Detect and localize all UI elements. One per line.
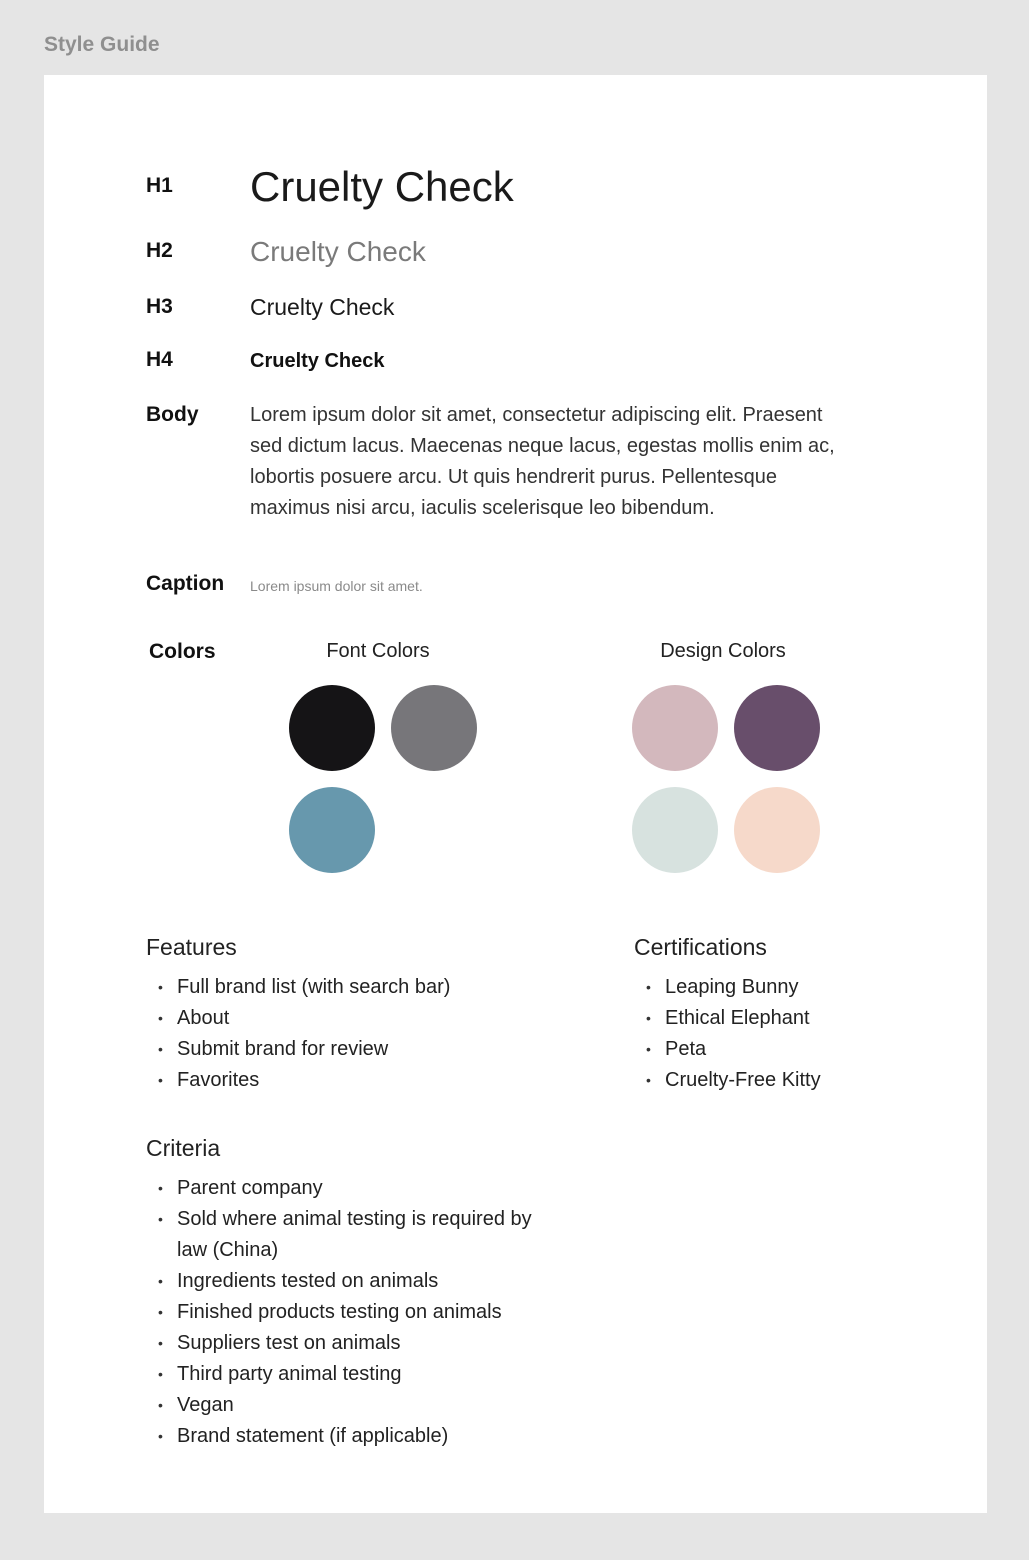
list-item-text: Sold where animal testing is required by law (China)	[177, 1208, 532, 1261]
font-color-swatch	[289, 685, 375, 771]
h4-label: H4	[146, 348, 173, 371]
bullet-icon: •	[158, 1010, 163, 1026]
body-label: Body	[146, 403, 199, 426]
list-item	[146, 1359, 566, 1390]
list-item-text: Suppliers test on animals	[177, 1332, 401, 1354]
bullet-icon: •	[158, 979, 163, 995]
list-item-text: Cruelty-Free Kitty	[665, 1069, 821, 1091]
list-item-text: Ingredients tested on animals	[177, 1270, 439, 1292]
list-item	[146, 1297, 566, 1328]
h2-sample: Cruelty Check	[250, 236, 426, 267]
list-item-text: Finished products testing on animals	[177, 1301, 502, 1323]
list-item	[634, 1065, 934, 1096]
bullet-icon: •	[158, 1335, 163, 1351]
bullet-icon: •	[158, 1211, 163, 1227]
list-item	[146, 1328, 566, 1359]
list-item	[146, 1421, 566, 1452]
design-colors-title: Design Colors	[660, 640, 786, 662]
list-item	[634, 1034, 934, 1065]
h1-sample: Cruelty Check	[250, 163, 514, 210]
h2-label: H2	[146, 239, 173, 262]
design-color-swatch	[734, 685, 820, 771]
bullet-icon: •	[646, 1072, 651, 1088]
frame-title: Style Guide	[44, 33, 160, 56]
list-item	[634, 1003, 934, 1034]
font-colors-title: Font Colors	[326, 640, 430, 662]
bullet-icon: •	[158, 1041, 163, 1057]
list-item	[146, 1390, 566, 1421]
h1-label: H1	[146, 174, 173, 197]
list-item-text: Vegan	[177, 1394, 234, 1416]
criteria-title: Criteria	[146, 1135, 221, 1161]
list-item-text: Submit brand for review	[177, 1038, 389, 1060]
list-item-text: Full brand list (with search bar)	[177, 976, 451, 998]
list-item-text: About	[177, 1007, 230, 1029]
features-title: Features	[146, 934, 237, 960]
bullet-icon: •	[646, 1010, 651, 1026]
list-item	[146, 1003, 566, 1034]
font-color-swatch	[391, 685, 477, 771]
design-color-swatch	[734, 787, 820, 873]
list-item-text: Leaping Bunny	[665, 976, 799, 998]
bullet-icon: •	[158, 1180, 163, 1196]
bullet-icon: •	[646, 1041, 651, 1057]
list-item-text: Peta	[665, 1038, 707, 1060]
list-item	[146, 972, 566, 1003]
list-item	[146, 1034, 566, 1065]
certifications-list	[634, 972, 934, 1096]
h4-sample: Cruelty Check	[250, 350, 385, 372]
bullet-icon: •	[158, 1072, 163, 1088]
h3-label: H3	[146, 295, 173, 318]
list-item-text: Ethical Elephant	[665, 1007, 810, 1029]
list-item	[146, 1173, 566, 1204]
body-sample: Lorem ipsum dolor sit amet, consectetur adipiscing elit. Praesent sed dictum lacus. Maecenas neque lacus, egestas mollis enim ac, lobortis posuere arcu. Ut quis hendrerit purus. Pellentesque maximus nisi arcu, iaculis scelerisque leo bibendum.	[250, 404, 835, 519]
bullet-icon: •	[158, 1304, 163, 1320]
list-item	[634, 972, 934, 1003]
certifications-title: Certifications	[634, 934, 767, 960]
colors-label: Colors	[149, 640, 216, 663]
list-item-text: Parent company	[177, 1177, 323, 1199]
style-guide-sheet	[44, 75, 987, 1513]
bullet-icon: •	[158, 1428, 163, 1444]
list-item	[146, 1204, 566, 1266]
bullet-icon: •	[158, 1366, 163, 1382]
bullet-icon: •	[158, 1273, 163, 1289]
features-list	[146, 972, 566, 1096]
design-color-swatch	[632, 787, 718, 873]
font-color-swatch	[289, 787, 375, 873]
h3-sample: Cruelty Check	[250, 294, 395, 320]
list-item	[146, 1266, 566, 1297]
design-color-swatch	[632, 685, 718, 771]
list-item	[146, 1065, 566, 1096]
bullet-icon: •	[646, 979, 651, 995]
list-item-text: Brand statement (if applicable)	[177, 1425, 449, 1447]
bullet-icon: •	[158, 1397, 163, 1413]
list-item-text: Third party animal testing	[177, 1363, 402, 1385]
caption-sample: Lorem ipsum dolor sit amet.	[250, 578, 423, 594]
list-item-text: Favorites	[177, 1069, 260, 1091]
criteria-list	[146, 1173, 566, 1452]
caption-label: Caption	[146, 572, 225, 595]
